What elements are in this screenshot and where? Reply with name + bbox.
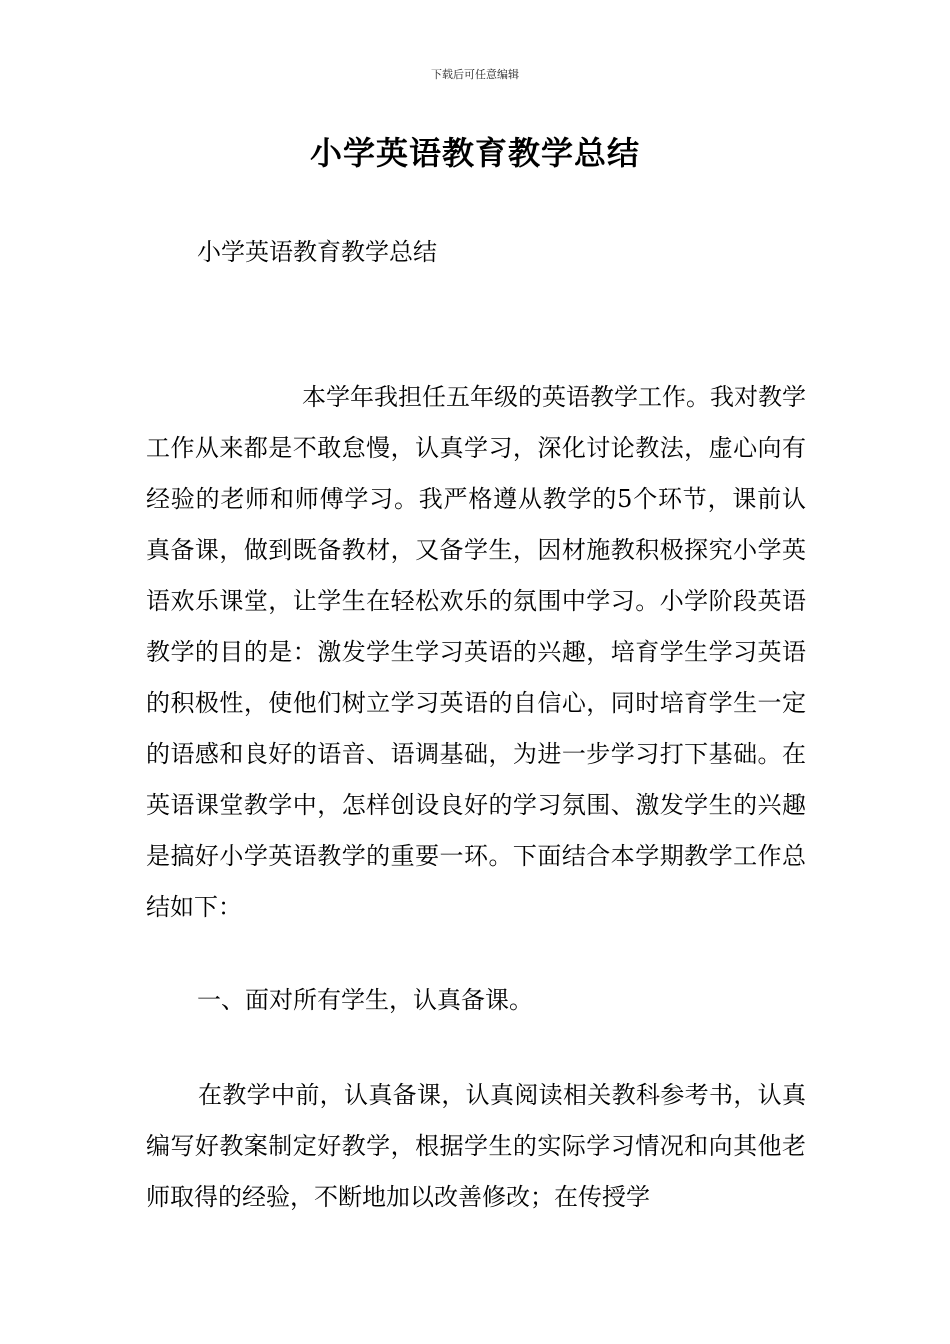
paragraph-intro: 本学年我担任五年级的英语教学工作。我对教学工作从来都是不敢怠慢，认真学习，深化讨论教法，虚心向有经验的老师和师傅学习。我严格遵从教学的5个环节，课前认真备课，做到既备教材，又备学生，因材施教积极探究小学英语欢乐课堂，让学生在轻松欢乐的氛围中学习。小学阶段英语教学的目的是：激发学生学习英语的兴趣，培育学生学习英语的积极性，使他们树立学习英语的自信心，同时培育学生一定的语感和良好的语音、语调基础，为进一步学习打下基础。在英语课堂教学中，怎样创设良好的学习氛围、激发学生的兴趣是搞好小学英语教学的重要一环。下面结合本学期教学工作总结如下：: [146, 383, 806, 921]
paragraph-section-1: 在教学中前，认真备课，认真阅读相关教科参考书，认真编写好教案制定好教学，根据学生的实际学习情况和向其他老师取得的经验，不断地加以改善修改；在传授学: [146, 1081, 806, 1211]
header-note: 下载后可任意编辑: [431, 68, 519, 81]
document-title: 小学英语教育教学总结: [309, 134, 640, 172]
document-subtitle: 小学英语教育教学总结: [197, 238, 437, 266]
section-heading-1: 一、面对所有学生，认真备课。: [197, 986, 533, 1014]
